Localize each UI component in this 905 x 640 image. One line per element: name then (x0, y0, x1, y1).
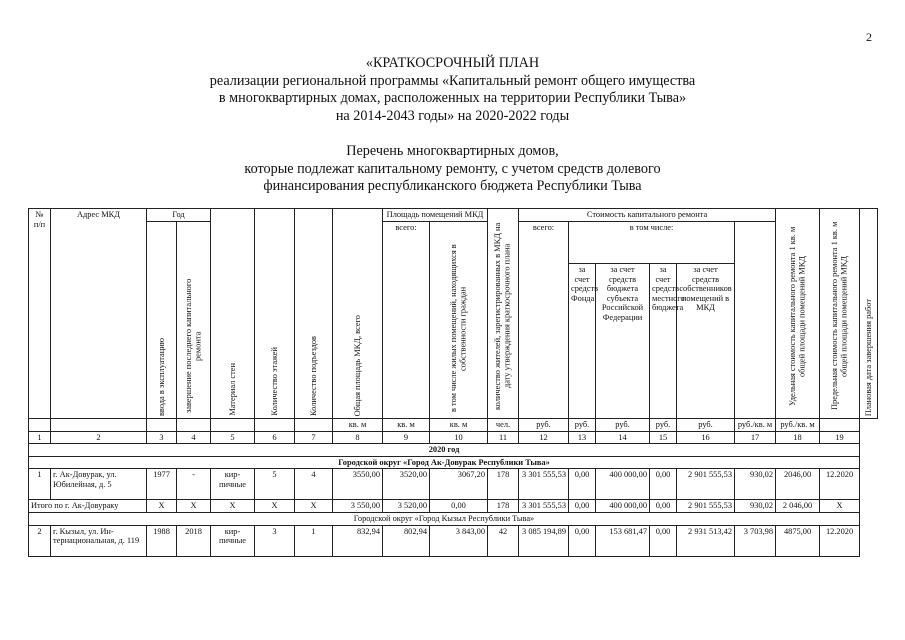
total-row (29, 500, 878, 513)
header-total-area: Общая площадь МКД, всего (333, 209, 383, 419)
header-deadline: Плановая дата завершения работ (860, 209, 878, 419)
subheading-line-2: которые подлежат капитальному ремонту, с учетом средств долевого (244, 160, 661, 177)
header-entrances: Количество подъездов (295, 209, 333, 419)
row-premises-total: 802,94 (383, 525, 430, 556)
row-residents: 42 (488, 525, 519, 556)
document-subheading (0, 143, 905, 196)
unit-cell: руб./кв. м (735, 419, 776, 432)
total-premises-total: 3 520,00 (383, 500, 430, 513)
row-total-area: 3550,00 (333, 469, 383, 500)
row-deadline: 12.2020 (820, 525, 860, 556)
column-number: 13 (569, 431, 596, 444)
column-number: 10 (430, 431, 488, 444)
row-num: 2 (29, 525, 51, 556)
row-floors: 5 (255, 469, 295, 500)
column-number: 11 (488, 431, 519, 444)
row-cost-total: 3 301 555,53 (519, 469, 569, 500)
header-row-2 (29, 221, 878, 263)
row-floors: 3 (255, 525, 295, 556)
column-number: 12 (519, 431, 569, 444)
row-year-commission: 1988 (147, 525, 177, 556)
row-premises-total: 3520,00 (383, 469, 430, 500)
total-total-area: 3 550,00 (333, 500, 383, 513)
header-residents: количество жителей, зарегистрированных в МКД на дату утверждения краткосрочного плана (488, 209, 519, 419)
row-cost-fund: 0,00 (569, 469, 596, 500)
column-numbers-row (29, 431, 878, 444)
header-cost-federal: за счет средств бюджета субъекта Российской Федерации (596, 264, 650, 419)
total-premises-citizens: 0,00 (430, 500, 488, 513)
header-premises-citizens: в том числе жилых помещений, находящихся в собственности граждан (430, 221, 488, 418)
total-cost-local: 0,00 (650, 500, 677, 513)
heading-line-2: реализации региональной программы «Капитальный ремонт общего имущества (209, 72, 696, 89)
row-total-area: 832,94 (333, 525, 383, 556)
subheading-line-3: финансирования республиканского бюджета Республики Тыва (263, 178, 642, 195)
row-cost-local: 0,00 (650, 525, 677, 556)
row-address: г. Ак-Довурак, ул. Юбилейная, д. 5 (51, 469, 147, 500)
header-cost-total: всего: (519, 221, 569, 418)
row-max-cost: 2046,00 (776, 469, 820, 500)
row-wall: кир-пичные (211, 525, 255, 556)
header-year: Год (147, 209, 211, 222)
header-premises-area: Площадь помещений МКД (383, 209, 488, 222)
header-premises-total: всего: (383, 221, 430, 418)
row-max-cost: 4875,00 (776, 525, 820, 556)
unit-cell: чел. (488, 419, 519, 432)
header-num: № п/п (29, 209, 51, 419)
column-number: 15 (650, 431, 677, 444)
row-cost-owners: 2 931 513,42 (677, 525, 735, 556)
document-heading (0, 55, 905, 125)
row-cost-owners: 2 901 555,53 (677, 469, 735, 500)
heading-line-3: в многоквартирных домах, расположенных на территории Республики Тыва» (218, 90, 687, 107)
column-number: 17 (735, 431, 776, 444)
row-premises-citizens: 3067,20 (430, 469, 488, 500)
header-year-last-repair: завершение последнего капитального ремонта (177, 221, 211, 418)
header-cost: Стоимость капитального ремонта (519, 209, 776, 222)
unit-cell: руб. (596, 419, 650, 432)
row-deadline: 12.2020 (820, 469, 860, 500)
table-row (29, 525, 878, 556)
row-residents: 178 (488, 469, 519, 500)
column-number: 4 (177, 431, 211, 444)
unit-cell: руб./кв. м (776, 419, 820, 432)
column-number: 18 (776, 431, 820, 444)
district-row (29, 456, 878, 469)
total-cost-federal: 400 000,00 (596, 500, 650, 513)
header-wall: Материал стен (211, 209, 255, 419)
total-cost-total: 3 301 555,53 (519, 500, 569, 513)
heading-line-1: «КРАТКОСРОЧНЫЙ ПЛАН (365, 55, 540, 71)
table-row (29, 469, 878, 500)
repair-plan-table (28, 208, 878, 557)
unit-cell: кв. м (430, 419, 488, 432)
heading-line-4: на 2014-2043 годы» на 2020-2022 годы (335, 107, 570, 124)
row-address: г. Кызыл, ул. Ин-тернациональная, д. 119 (51, 525, 147, 556)
units-row (29, 419, 878, 432)
column-number: 16 (677, 431, 735, 444)
total-wall: X (211, 500, 255, 513)
row-year-commission: 1977 (147, 469, 177, 500)
unit-cell: руб. (677, 419, 735, 432)
header-cost-owners: за счет средств собственников помещений в МКД (677, 264, 735, 419)
column-number: 14 (596, 431, 650, 444)
header-cost-local: за счет средств местного бюджета (650, 264, 677, 419)
row-cost-federal: 153 681,47 (596, 525, 650, 556)
column-number: 19 (820, 431, 860, 444)
subheading-line-1: Перечень многоквартирных домов, (346, 143, 559, 159)
header-unit-cost: Удельная стоимость капитального ремонта 1 кв. м общей площади помещений МКД (776, 209, 820, 419)
column-number: 9 (383, 431, 430, 444)
column-number: 3 (147, 431, 177, 444)
row-cost-total: 3 085 194,89 (519, 525, 569, 556)
column-number: 2 (51, 431, 147, 444)
total-deadline: X (820, 500, 860, 513)
row-year-last-repair: 2018 (177, 525, 211, 556)
unit-cell: кв. м (383, 419, 430, 432)
row-cost-federal: 400 000,00 (596, 469, 650, 500)
page-number: 2 (866, 30, 872, 44)
row-unit-cost: 930,02 (735, 469, 776, 500)
year-section-row (29, 444, 878, 457)
total-entrances: X (295, 500, 333, 513)
header-cost-including: в том числе: (569, 221, 735, 263)
year-section-label: 2020 год (29, 444, 860, 457)
total-residents: 178 (488, 500, 519, 513)
row-num: 1 (29, 469, 51, 500)
total-floors: X (255, 500, 295, 513)
column-number: 1 (29, 431, 51, 444)
row-entrances: 1 (295, 525, 333, 556)
district-label: Городской округ «Город Ак-Довурак Республики Тыва» (29, 456, 860, 469)
total-year-commission: X (147, 500, 177, 513)
total-max-cost: 2 046,00 (776, 500, 820, 513)
row-cost-fund: 0,00 (569, 525, 596, 556)
total-unit-cost: 930,02 (735, 500, 776, 513)
unit-cell: кв. м (333, 419, 383, 432)
row-premises-citizens: 3 843,00 (430, 525, 488, 556)
header-max-cost: Предельная стоимость капитального ремонта 1 кв. м общей площади помещений МКД (820, 209, 860, 419)
district-row (29, 512, 878, 525)
unit-cell: руб. (650, 419, 677, 432)
district-label: Городской округ «Город Кызыл Республики Тыва» (29, 512, 860, 525)
header-cost-fund: за счет средств Фонда (569, 264, 596, 419)
row-unit-cost: 3 703,98 (735, 525, 776, 556)
total-label: Итого по г. Ак-Довураку (29, 500, 147, 513)
row-year-last-repair: - (177, 469, 211, 500)
total-year-last-repair: X (177, 500, 211, 513)
unit-cell: руб. (569, 419, 596, 432)
column-number: 6 (255, 431, 295, 444)
header-floors: Количество этажей (255, 209, 295, 419)
row-wall: кир-пичные (211, 469, 255, 500)
row-cost-local: 0,00 (650, 469, 677, 500)
unit-cell: руб. (519, 419, 569, 432)
column-number: 8 (333, 431, 383, 444)
column-number: 7 (295, 431, 333, 444)
column-number: 5 (211, 431, 255, 444)
total-cost-fund: 0,00 (569, 500, 596, 513)
header-row-1 (29, 209, 878, 222)
header-year-commission: ввода в эксплуатацию (147, 221, 177, 418)
row-entrances: 4 (295, 469, 333, 500)
total-cost-owners: 2 901 555,53 (677, 500, 735, 513)
header-address: Адрес МКД (51, 209, 147, 419)
